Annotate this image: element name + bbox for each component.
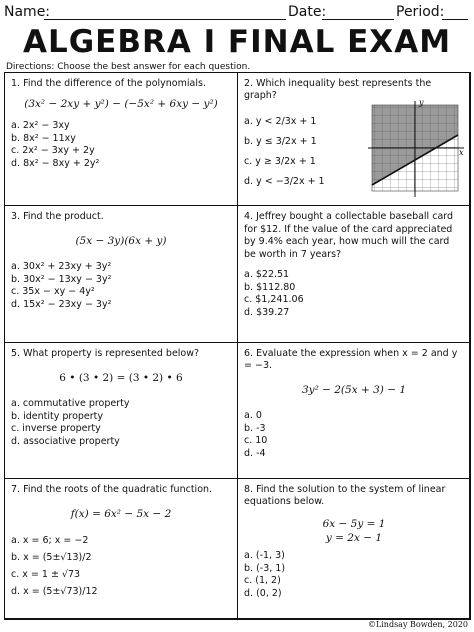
question-5-prompt: 5. What property is represented below? — [11, 348, 200, 359]
question-5-option-c[interactable]: c. inverse property — [11, 423, 101, 434]
question-7-expression: f(x) = 6x² − 5x − 2 — [70, 508, 172, 520]
question-8-option-c[interactable]: c. (1, 2) — [244, 575, 281, 586]
question-6-option-b[interactable]: b. -3 — [244, 422, 266, 434]
question-7-option-d[interactable]: d. x = (5±√73)/12 — [11, 586, 98, 597]
question-3-expression: (5x − 3y)(6x + y) — [75, 235, 167, 247]
period-blank[interactable] — [442, 19, 468, 20]
y-axis-label: y — [419, 99, 424, 107]
question-7-prompt: 7. Find the roots of the quadratic function. — [11, 484, 213, 495]
question-4-option-d[interactable]: d. $39.27 — [244, 306, 290, 318]
copyright-footer: ©Lindsay Bowden, 2020 — [367, 620, 468, 629]
question-3-prompt: 3. Find the product. — [11, 211, 104, 222]
question-7-option-c[interactable]: c. x = 1 ± √73 — [11, 569, 81, 580]
question-3-option-c[interactable]: c. 35x − xy − 4y² — [11, 286, 95, 297]
student-info-header — [4, 2, 470, 24]
question-7 — [4, 478, 238, 620]
inequality-graph — [366, 99, 466, 199]
question-2-option-c[interactable]: c. y ≥ 3/2x + 1 — [244, 156, 316, 167]
question-5 — [4, 342, 238, 479]
question-8 — [237, 478, 471, 620]
question-1-option-d[interactable]: d. 8x² − 8xy + 2y² — [11, 157, 100, 169]
question-1-expression: (3x² − 2xy + y²) − (−5x² + 6xy − y²) — [24, 98, 218, 110]
question-2-option-d[interactable]: d. y < −3/2x + 1 — [244, 176, 325, 187]
question-2-option-b[interactable]: b. y ≤ 3/2x + 1 — [244, 136, 317, 147]
date-blank[interactable] — [322, 19, 394, 20]
question-1-option-a[interactable]: a. 2x² − 3xy — [11, 120, 70, 131]
question-6 — [237, 342, 471, 479]
x-axis-label: x — [459, 148, 464, 157]
question-8-equation-2: y = 2x − 1 — [325, 532, 383, 544]
question-3-option-b[interactable]: b. 30x² − 13xy − 3y² — [11, 273, 112, 285]
question-7-option-b[interactable]: b. x = (5±√13)/2 — [11, 552, 92, 563]
question-6-option-c[interactable]: c. 10 — [244, 435, 268, 446]
question-8-option-d[interactable]: d. (0, 2) — [244, 587, 282, 599]
question-5-option-a[interactable]: a. commutative property — [11, 398, 130, 409]
question-8-equation-1: 6x − 5y = 1 — [322, 518, 386, 530]
question-8-option-a[interactable]: a. (-1, 3) — [244, 550, 285, 561]
question-4 — [237, 205, 471, 343]
name-blank[interactable] — [44, 19, 286, 20]
period-label: Period: — [396, 4, 445, 20]
question-4-option-a[interactable]: a. $22.51 — [244, 269, 290, 280]
question-3-option-d[interactable]: d. 15x² − 23xy − 3y² — [11, 298, 112, 310]
date-label: Date: — [288, 4, 327, 20]
question-1-option-b[interactable]: b. 8x² − 11xy — [11, 132, 76, 144]
question-5-option-b[interactable]: b. identity property — [11, 410, 104, 422]
name-label: Name: — [4, 4, 51, 20]
exam-title: ALGEBRA I FINAL EXAM — [22, 24, 452, 60]
question-7-option-a[interactable]: a. x = 6; x = −2 — [11, 535, 89, 546]
question-6-option-d[interactable]: d. -4 — [244, 447, 266, 459]
question-2-prompt: 2. Which inequality best represents the graph? — [244, 78, 432, 101]
question-4-prompt: 4. Jeffrey bought a collectable baseball card for $12. If the value of the card appreciated by 9.4% each year, how much will the card be worth in 7 years? — [244, 211, 454, 260]
directions-text: Directions: Choose the best answer for each question. — [6, 62, 251, 72]
question-2-option-a[interactable]: a. y < 2/3x + 1 — [244, 116, 317, 127]
question-8-prompt: 8. Find the solution to the system of linear equations below. — [244, 484, 446, 507]
question-8-option-b[interactable]: b. (-3, 1) — [244, 562, 286, 574]
question-5-expression: 6 • (3 • 2) = (3 • 2) • 6 — [59, 372, 183, 384]
question-6-expression: 3y² − 2(5x + 3) − 1 — [301, 384, 407, 396]
question-grid — [4, 72, 470, 619]
question-5-option-d[interactable]: d. associative property — [11, 435, 120, 447]
question-6-prompt: 6. Evaluate the expression when x = 2 and y = −3. — [244, 348, 458, 371]
question-3 — [4, 205, 238, 343]
question-1-prompt: 1. Find the difference of the polynomials. — [11, 78, 206, 89]
question-4-option-b[interactable]: b. $112.80 — [244, 281, 296, 293]
question-3-option-a[interactable]: a. 30x² + 23xy + 3y² — [11, 261, 112, 272]
question-1 — [4, 72, 238, 206]
question-6-option-a[interactable]: a. 0 — [244, 410, 262, 421]
question-1-option-c[interactable]: c. 2x² − 3xy + 2y — [11, 145, 95, 156]
question-4-option-c[interactable]: c. $1,241.06 — [244, 294, 304, 305]
question-2 — [237, 72, 471, 206]
